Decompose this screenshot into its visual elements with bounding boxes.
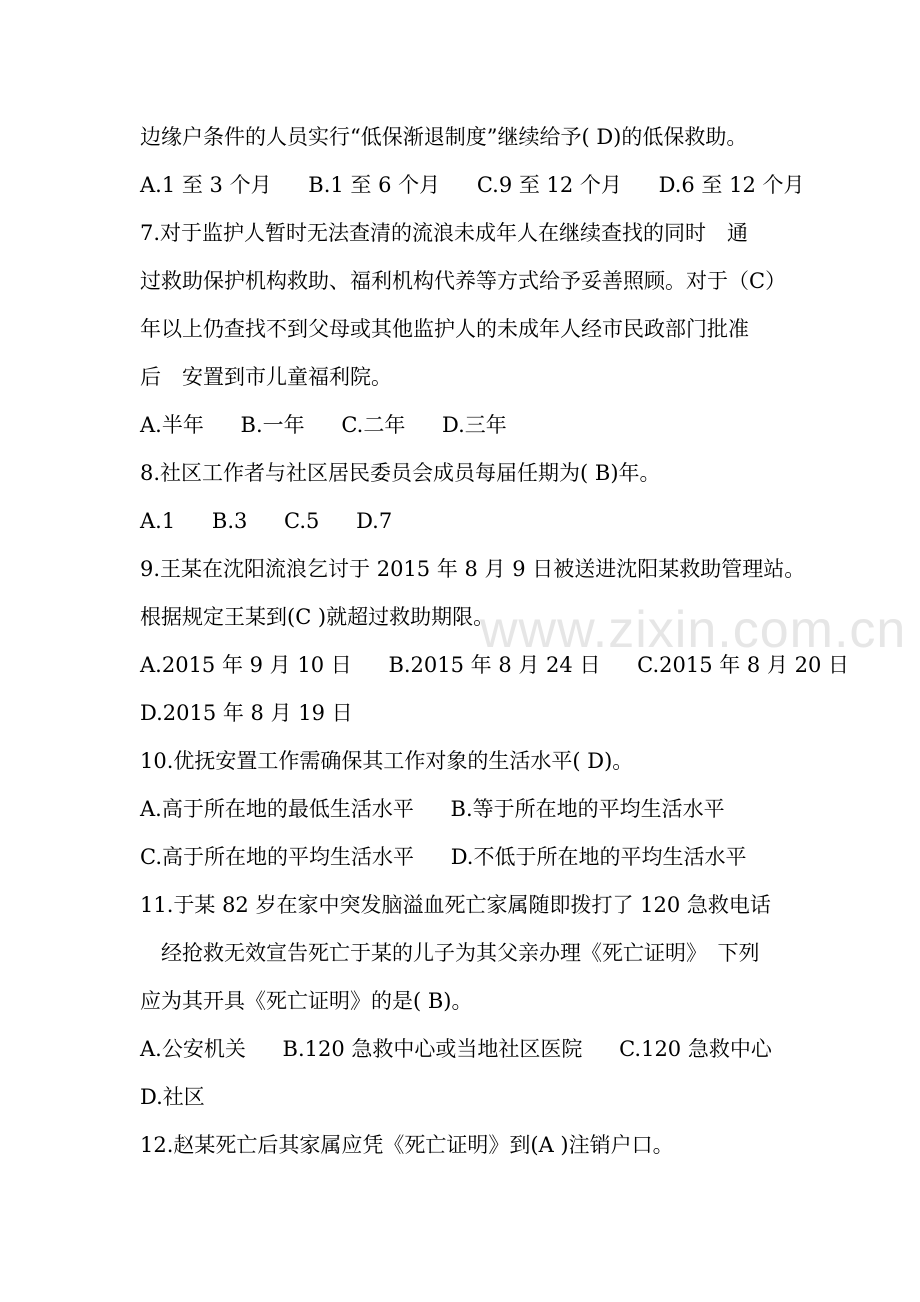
question-9-line-2: 根据规定王某到(C )就超过救助期限。: [140, 605, 495, 629]
option-a: A.2015 年 9 月 10 日: [140, 653, 352, 677]
option-c: C.2015 年 8 月 20 日: [637, 653, 850, 677]
option-b: B.3: [211, 509, 248, 533]
question-8: 8.社区工作者与社区居民委员会成员每届任期为( B)年。: [140, 461, 661, 485]
question-10: 10.优抚安置工作需确保其工作对象的生活水平( D)。: [140, 749, 634, 773]
option-c: C.二年: [341, 413, 406, 437]
question-9-line-1: 9.王某在沈阳流浪乞讨于 2015 年 8 月 9 日被送进沈阳某救助管理站。: [140, 557, 806, 581]
question-7-line-3: 年以上仍查找不到父母或其他监护人的未成年人经市民政部门批准: [140, 317, 749, 341]
option-b: B.120 急救中心或当地社区医院: [282, 1037, 583, 1061]
answer-options: [140, 410, 790, 440]
option-b: B.1 至 6 个月: [308, 173, 441, 197]
watermark: www.zixin.com.cn: [480, 601, 907, 659]
option-d: D.6 至 12 个月: [658, 173, 805, 197]
question-11-line-3: 应为其开具《死亡证明》的是( B)。: [140, 989, 473, 1013]
option-d: D.三年: [442, 413, 507, 437]
option-b: B.2015 年 8 月 24 日: [388, 653, 601, 677]
question-12: 12.赵某死亡后其家属应凭《死亡证明》到(A )注销户口。: [140, 1133, 674, 1157]
option-c: C.120 急救中心: [619, 1037, 772, 1061]
question-7-line-4: 后 安置到市儿童福利院。: [140, 365, 392, 389]
option-c: C.9 至 12 个月: [476, 173, 622, 197]
text-line: 边缘户条件的人员实行“低保渐退制度”继续给予( D)的低保救助。: [140, 125, 748, 149]
answer-options: [140, 842, 790, 872]
option-a: A.半年: [140, 413, 204, 437]
option-a: A.公安机关: [140, 1037, 246, 1061]
question-11-line-2: 经抢救无效宣告死亡于某的儿子为其父亲办理《死亡证明》 下列: [140, 941, 760, 965]
answer-options: [140, 794, 790, 824]
answer-options: [140, 1034, 790, 1064]
option-d: D.社区: [140, 1085, 205, 1109]
option-b: B.等于所在地的平均生活水平: [450, 797, 725, 821]
answer-options: [140, 506, 790, 536]
question-7-line-2: 过救助保护机构救助、福利机构代养等方式给予妥善照顾。对于（C）: [140, 269, 787, 293]
question-11-line-1: 11.于某 82 岁在家中突发脑溢血死亡家属随即拨打了 120 急救电话: [140, 893, 771, 917]
option-b: B.一年: [240, 413, 305, 437]
option-a: A.1 至 3 个月: [140, 173, 272, 197]
answer-options: [140, 170, 805, 200]
answer-options: [140, 650, 850, 680]
option-d: D.不低于所在地的平均生活水平: [450, 845, 747, 869]
option-a: A.高于所在地的最低生活水平: [140, 797, 414, 821]
option-d: D.2015 年 8 月 19 日: [140, 701, 353, 725]
option-d: D.7: [356, 509, 393, 533]
option-c: C.高于所在地的平均生活水平: [140, 845, 414, 869]
question-7-line-1: 7.对于监护人暂时无法查清的流浪未成年人在继续查找的同时 通: [140, 221, 749, 245]
option-c: C.5: [284, 509, 320, 533]
option-a: A.1: [140, 509, 176, 533]
